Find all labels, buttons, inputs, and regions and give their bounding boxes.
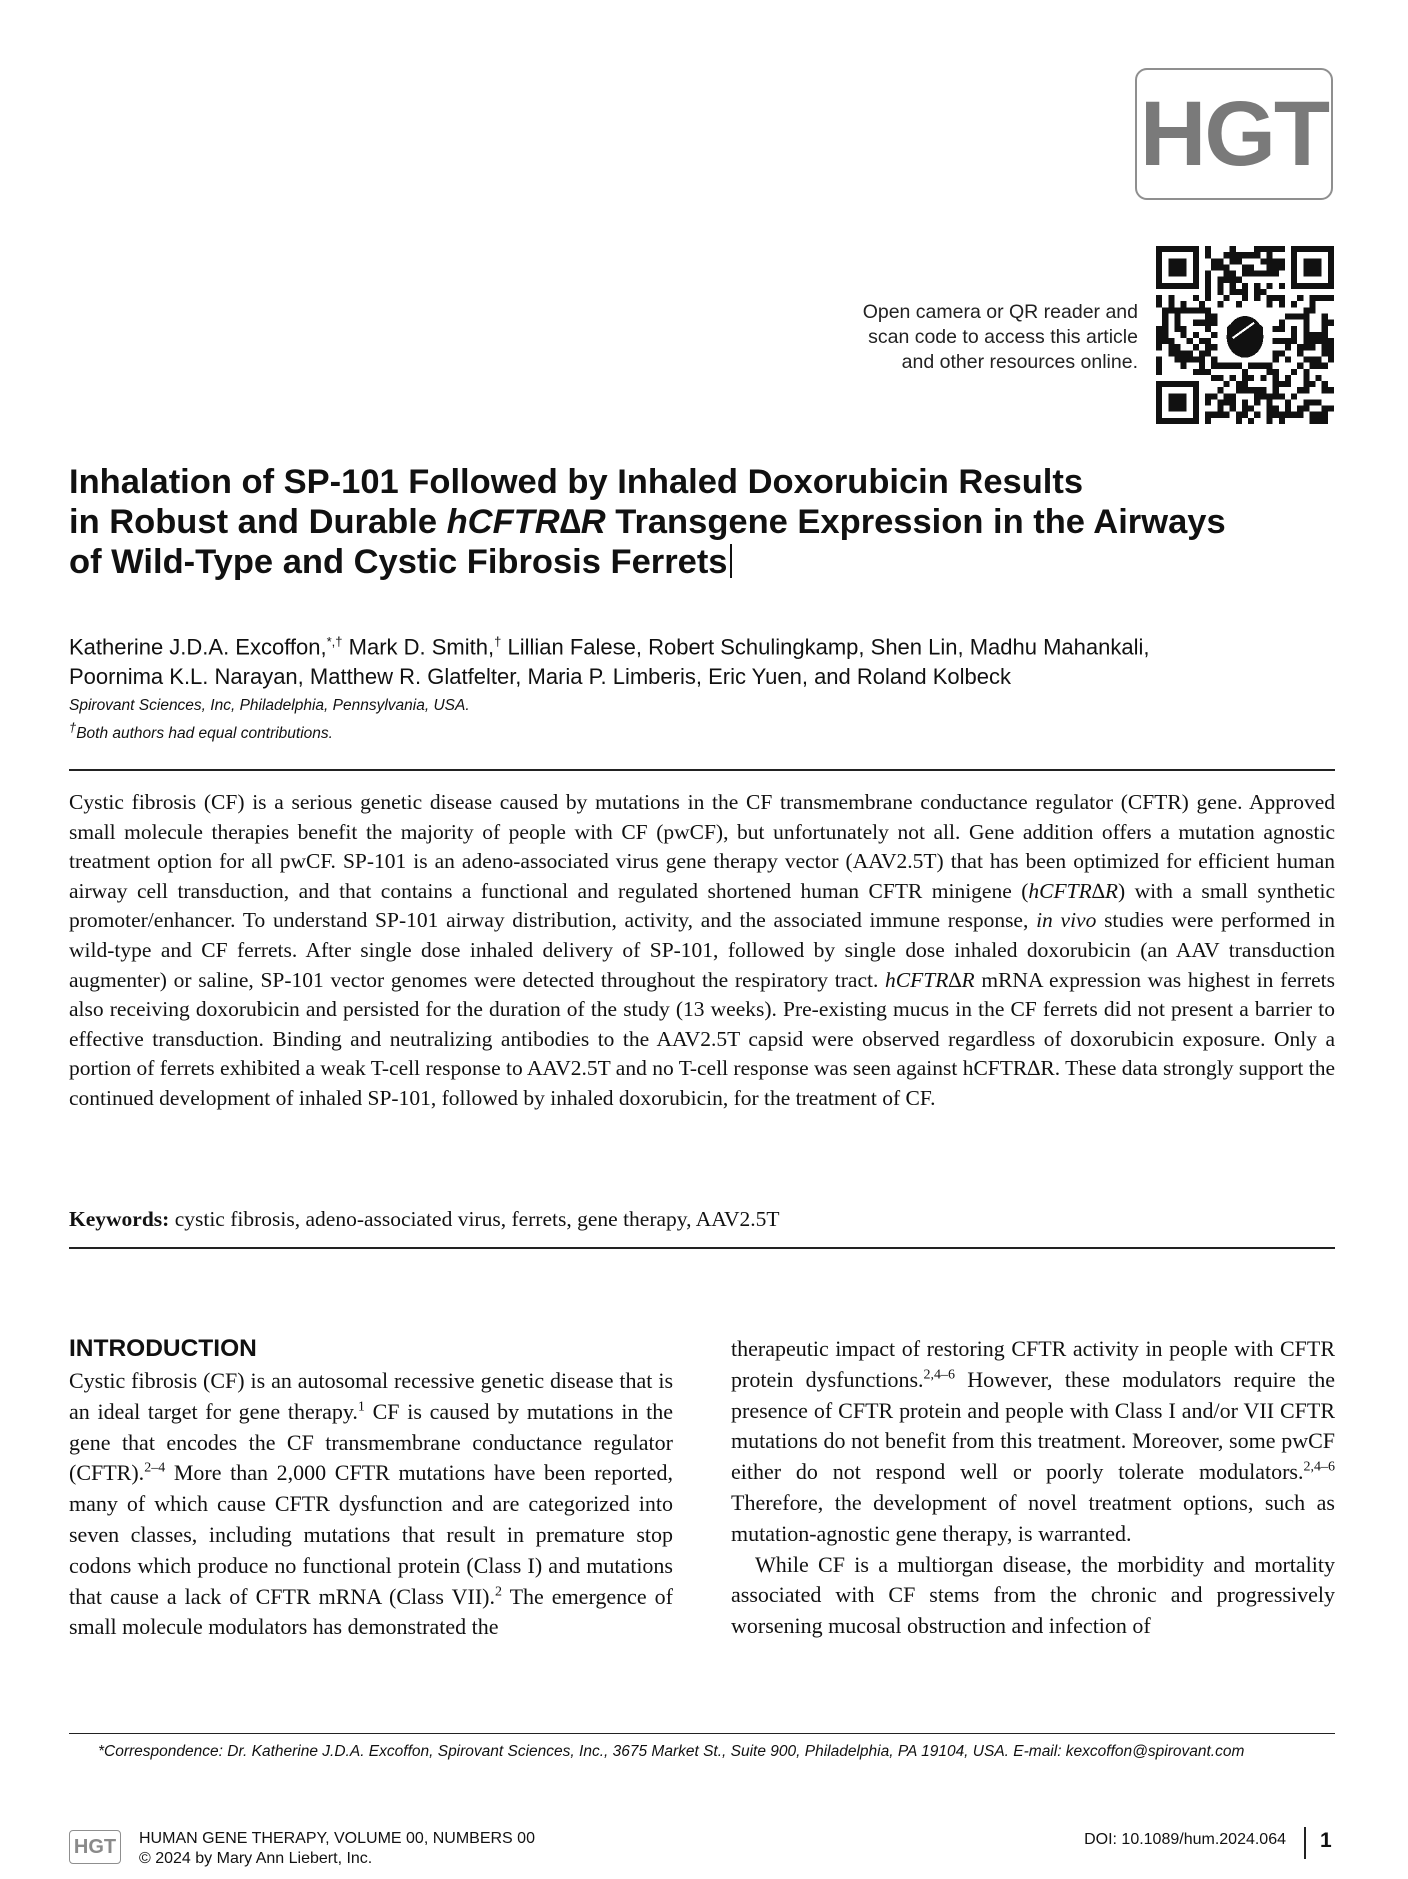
author-line-2: Poornima K.L. Narayan, Matthew R. Glatfelter, Maria P. Limberis, Eric Yuen, and Roland Kolbeck [69,664,1011,690]
doi[interactable]: DOI: 10.1089/hum.2024.064 [1084,1831,1286,1848]
qr-center-logo-icon [1220,310,1269,359]
title-line-2 [69,502,1349,542]
body-text: More than 2,000 CFTR mutations have been reported, many of which cause CFTR dysfunction and are categorized into seven classes, including mutations that result in premature stop codons which produce no functional protein (Class I) and mutations that cause a lack of CFTR mRNA (Class VII). [69,1460,673,1609]
text-cursor [730,544,732,578]
body-text: The emergence of small molecule modulators has demonstrated the [69,1583,674,1640]
affiliations [69,695,470,745]
footer-journal-logo: HGT [69,1830,121,1864]
author-line-1 [69,627,1349,662]
author-footnote-mark: † [494,634,502,649]
equal-contribution-note [69,717,470,745]
qr-caption-line: and other resources online. [901,351,1138,373]
journal-logo [1135,68,1333,200]
body-text: CF is caused by mutations in the gene that encodes the CF transmembrane conductance regulator (CFTR). [69,1398,674,1486]
keywords-label: Keywords: [69,1207,170,1231]
title-text: in Robust and Durable [69,503,447,541]
journal-logo-text: HGT [1139,82,1329,185]
title-line-3 [69,542,1349,582]
journal-volume: HUMAN GENE THERAPY, VOLUME 00, NUMBERS 00 [139,1830,535,1847]
page-number-divider [1304,1827,1306,1859]
body-text: Therefore, the development of novel treatment options, such as mutation-agnostic gene therapy, is warranted. [731,1489,1335,1546]
body-column-left [69,1334,673,1643]
footnote-rule [69,1733,1335,1734]
citation[interactable]: 2–4 [144,1461,166,1477]
keywords-list: cystic fibrosis, adeno-associated virus, ferrets, gene therapy, AAV2.5T [169,1207,780,1231]
copyright: © 2024 by Mary Ann Liebert, Inc. [139,1850,373,1867]
gene-name: hCFTR∆R [885,967,975,992]
title-text: Transgene Expression in the Airways [605,503,1226,541]
abstract-text: mRNA expression was highest in ferrets also receiving doxorubicin and persisted for the duration of the study (13 weeks). Pre-existing mucus in the CF ferrets did not present a barrier to effective transduction. Binding and neutralizing antibodies to the AAV2.5T capsid were observed regardless of doxorubicin exposure. Only a portion of ferrets exhibited a weak T-cell response to AAV2.5T and no T-cell response was seen against hCFTR∆R. These data strongly support the continued development of inhaled SP-101, followed by inhaled doxorubicin, for the treatment of CF. [69,967,1335,1110]
abstract-text: Cystic fibrosis (CF) is a serious genetic disease caused by mutations in the CF transmembrane conductance regulator (CFTR) gene. Approved small molecule therapies benefit the majority of people with CF (pwCF), but unfortunately not all. Gene addition offers a mutation agnostic treatment option for all pwCF. SP-101 is an adeno-associated virus gene therapy vector (AAV2.5T) that has been optimized for efficient human airway cell transduction, and that contains a functional and regulated shortened human CFTR minigene ( [69,790,1335,903]
abstract-top-rule [69,769,1335,771]
correspondence-note: *Correspondence: Dr. Katherine J.D.A. Excoffon, Spirovant Sciences, Inc., 3675 Market St., Suite 900, Philadelphia, PA 19104, USA. E-mail: kexcoffon@spirovant.com [98,1743,1245,1760]
title-line-1: Inhalation of SP-101 Followed by Inhaled Doxorubicin Results [69,463,1084,501]
title-gene-name: hCFTR∆R [446,503,606,541]
abstract-text: studies were performed in wild-type and CF ferrets. After single dose inhaled delivery of SP-101, followed by single dose inhaled doxorubicin (an AAV transduction augmenter) or saline, SP-101 vector genomes were detected throughout the respiratory tract. [69,908,1335,992]
abstract-text: ) with a small synthetic promoter/enhancer. To understand SP-101 airway distribution, activity, and the associated immune response, [69,878,1336,933]
citation[interactable]: 2,4–6 [1303,1459,1335,1475]
journal-info [139,1829,535,1869]
body-text: However, these modulators require the presence of CFTR protein and people with Class I and/or VII CFTR mutations do not benefit from this treatment. Moreover, some pwCF either do not respond well or poorly tolerate modulators. [731,1366,1335,1485]
latin-term: in vivo [1036,908,1097,933]
author-list [69,627,1349,692]
paragraph: While CF is a multiorgan disease, the morbidity and mortality associated with CF stems from the chronic and progressively worsening mucosal obstruction and infection of [731,1551,1335,1639]
author-names: Lillian Falese, Robert Schulingkamp, Shen Lin, Madhu Mahankali, [501,634,1150,660]
qr-code[interactable] [1156,246,1334,424]
article-title [69,462,1349,582]
body-text: Cystic fibrosis (CF) is an autosomal recessive genetic disease that is an ideal target for gene therapy. [69,1368,673,1424]
body-text: therapeutic impact of restoring CFTR activity in people with CFTR protein dysfunctions. [731,1336,1335,1392]
qr-caption-line: scan code to access this article [868,326,1138,348]
abstract-bottom-rule [69,1247,1335,1249]
qr-caption-line: Open camera or QR reader and [862,301,1138,323]
citation[interactable]: 1 [357,1399,365,1415]
author-name: Katherine J.D.A. Excoffon, [69,634,327,660]
keywords [69,1205,1335,1234]
gene-name: hCFTR∆R [1028,878,1119,903]
footnote-mark: † [69,720,77,735]
section-heading: INTRODUCTION [69,1335,257,1362]
body-column-right [731,1334,1335,1642]
paragraph [731,1334,1335,1550]
affiliation: Spirovant Sciences, Inc, Philadelphia, Pennsylvania, USA. [69,697,470,714]
citation[interactable]: 2,4–6 [923,1367,956,1383]
title-text: of Wild-Type and Cystic Fibrosis Ferrets [69,543,728,581]
author-footnote-mark: *,† [326,634,343,649]
paragraph [69,1366,673,1643]
page-number: 1 [1320,1829,1332,1852]
qr-caption [798,300,1138,375]
author-name: Mark D. Smith, [342,634,495,660]
note-text: Both authors had equal contributions. [76,725,333,743]
citation[interactable]: 2 [494,1584,502,1600]
abstract [69,788,1335,1114]
